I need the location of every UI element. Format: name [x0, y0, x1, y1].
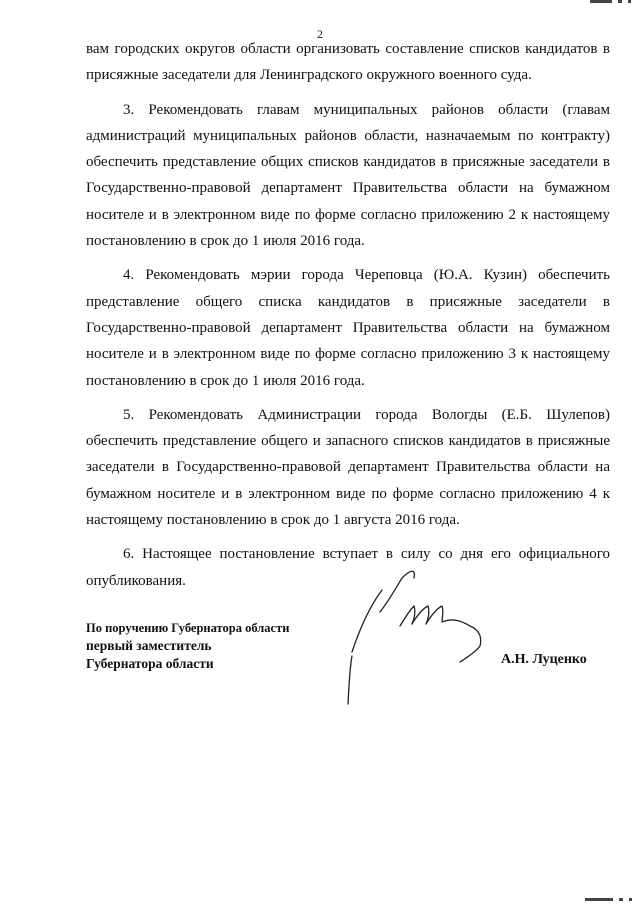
paragraph-continuation: вам городских округов области организовать составление списков кандидатов в присяжные заседатели для Ленинградского окружного военного суда. [86, 41, 610, 84]
scan-edge-mark-bottom [585, 898, 640, 901]
scan-edge-mark-top [590, 0, 640, 3]
paragraph-3: 3. Рекомендовать главам муниципальных районов области (главам администраций муниципальных районов области, назначаемым по контракту) обеспечить представление общих списков кандидатов в присяжные заседатели в Государственно-правовой департамент Правительства области на бумажном носителе и в электронном виде по форме согласно приложению 2 к настоящему постановлению в срок до 1 июля 2016 года. [86, 101, 610, 250]
signatory-block [86, 619, 289, 673]
signatory-line-2: первый заместитель [86, 638, 212, 653]
paragraph-6: 6. Настоящее постановление вступает в силу со дня его официального опубликования. [86, 546, 610, 589]
paragraph-5: 5. Рекомендовать Администрации города Вологды (Е.Б. Шулепов) обеспечить представление общего и запасного списков кандидатов в присяжные заседатели в Государственно-правовой департамент Правительства области на бумажном носителе и в электронном виде по форме согласно приложению 4 к настоящему постановлению в срок до 1 августа 2016 года. [86, 406, 610, 529]
paragraph-4: 4. Рекомендовать мэрии города Череповца (Ю.А. Кузин) обеспечить представление общего списка кандидатов в присяжные заседатели в Государственно-правовой департамент Правительства области на бумажном носителе и в электронном виде по форме согласно приложению 3 к настоящему постановлению в срок до 1 июля 2016 года. [86, 267, 610, 389]
handwritten-signature [330, 566, 510, 706]
signatory-line-3: Губернатора области [86, 656, 214, 671]
signer-name: А.Н. Луценко [501, 652, 587, 667]
signatory-line-1: По поручению Губернатора области [86, 621, 290, 635]
document-body [86, 36, 610, 602]
page-number: 2 [317, 27, 323, 41]
